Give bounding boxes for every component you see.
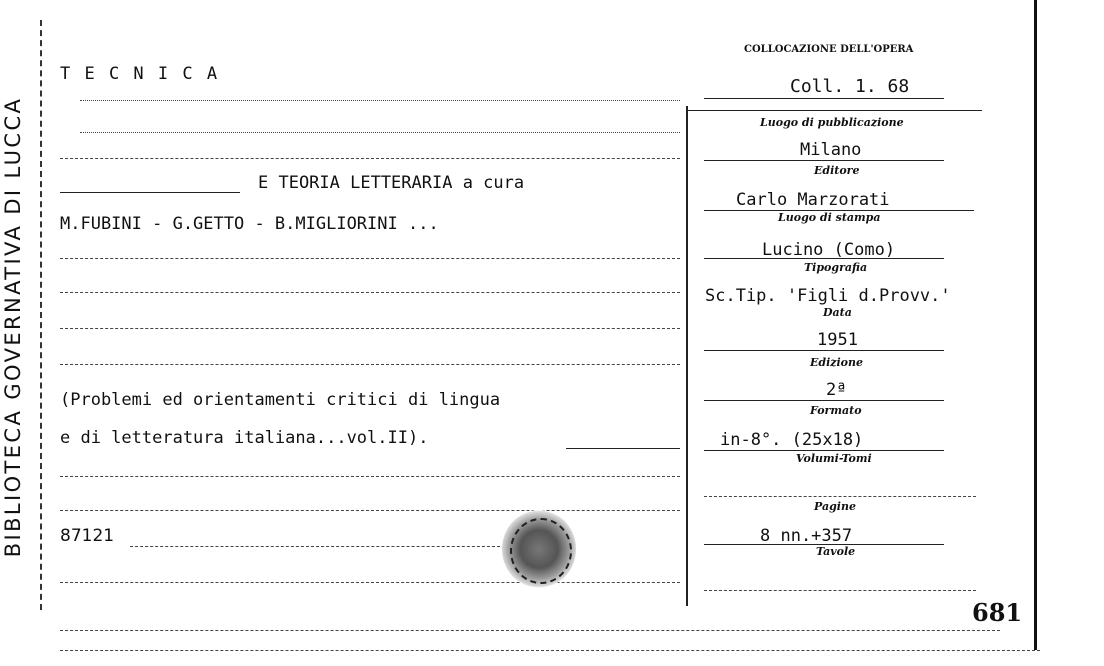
field-label: Tavole xyxy=(816,545,856,558)
series-line-2: e di letteratura italiana...vol.II). xyxy=(60,428,429,448)
field-label: Formato xyxy=(810,404,862,417)
rule xyxy=(686,110,982,111)
rule xyxy=(704,450,944,451)
field-value: Sc.Tip. 'Figli d.Provv.' xyxy=(705,286,951,306)
inventory-number: 87121 xyxy=(60,526,115,546)
rule xyxy=(60,364,680,365)
library-stamp xyxy=(502,510,576,588)
field-value: Lucino (Como) xyxy=(762,240,896,260)
handwritten-number: 681 xyxy=(972,598,1023,627)
field-label: Pagine xyxy=(814,500,856,513)
field-value: in-8°. (25x18) xyxy=(720,430,864,450)
rule xyxy=(60,650,1040,651)
rule xyxy=(704,496,976,497)
rule xyxy=(60,510,680,511)
rule xyxy=(704,590,976,591)
rule xyxy=(60,630,1000,631)
field-value: 1951 xyxy=(817,330,858,350)
field-label: Edizione xyxy=(810,356,864,369)
field-value: 8 nn.+357 xyxy=(760,526,853,546)
rule xyxy=(704,98,944,99)
rule xyxy=(80,132,680,133)
series-line-1: (Problemi ed orientamenti critici di lingua xyxy=(60,390,501,410)
rule xyxy=(704,160,944,161)
field-label: Data xyxy=(823,306,852,319)
field-label: Editore xyxy=(814,164,860,177)
authors-line: M.FUBINI - G.GETTO - B.MIGLIORINI ... xyxy=(60,214,439,234)
field-label: Luogo di pubblicazione xyxy=(760,116,904,129)
rule xyxy=(566,448,680,449)
rule xyxy=(60,158,680,159)
rule xyxy=(60,582,680,583)
rule xyxy=(60,476,680,477)
rule xyxy=(60,328,680,329)
field-value: 2ª xyxy=(826,380,847,400)
rule xyxy=(704,400,944,401)
collocation-value: Coll. 1. 68 xyxy=(790,76,910,97)
field-label: Luogo di stampa xyxy=(778,211,881,224)
margin-rule xyxy=(40,20,42,610)
rule xyxy=(704,258,944,259)
collocation-label: COLLOCAZIONE DELL'OPERA xyxy=(744,44,914,55)
title-line: E TEORIA LETTERARIA a cura xyxy=(258,173,525,193)
rule xyxy=(130,546,500,547)
field-value: Milano xyxy=(800,140,862,160)
field-value: Carlo Marzorati xyxy=(736,190,890,210)
rule xyxy=(80,100,680,101)
field-label: Tipografia xyxy=(804,261,868,274)
library-name: BIBLIOTECA GOVERNATIVA DI LUCCA xyxy=(1,96,25,558)
column-rule xyxy=(686,106,688,606)
title-blank xyxy=(60,192,240,193)
rule xyxy=(60,292,680,293)
card-edge xyxy=(1034,0,1037,650)
rule xyxy=(704,350,944,351)
field-label: Volumi-Tomi xyxy=(796,452,872,465)
subject-heading: T E C N I C A xyxy=(60,64,220,84)
rule xyxy=(60,258,680,259)
